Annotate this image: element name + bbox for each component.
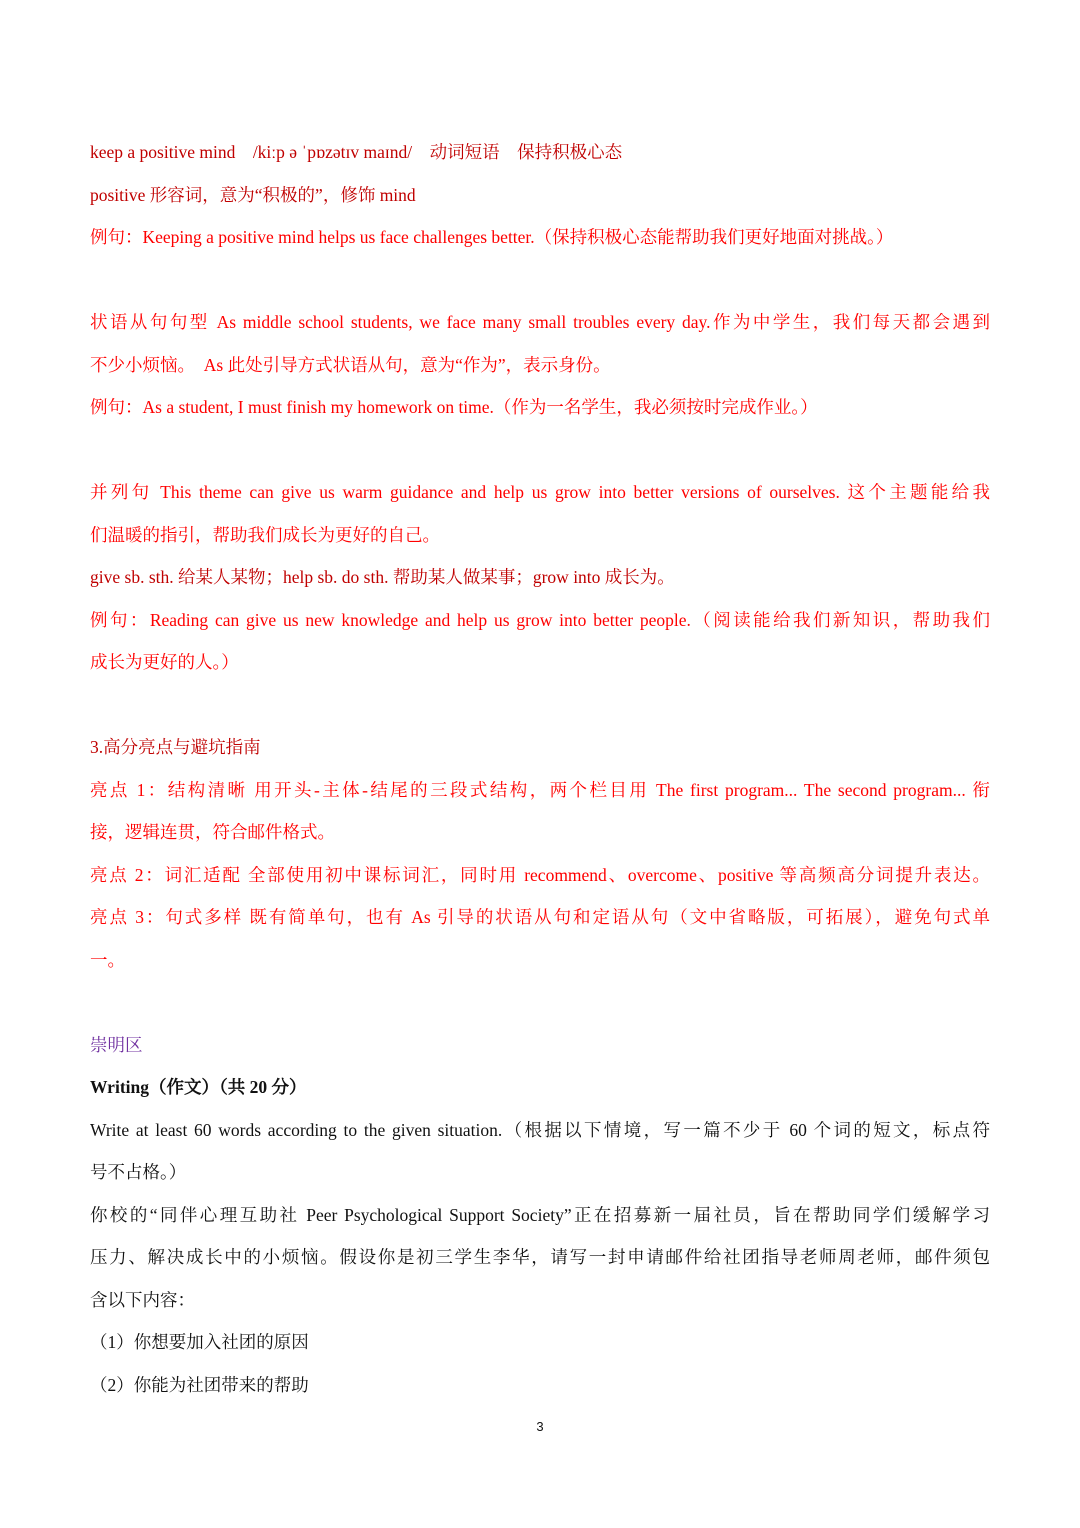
task-line-3: 含以下内容： xyxy=(90,1289,195,1310)
compound-phrases-line: give sb. sth. 给某人某物；help sb. do sth. 帮助某人做某事；grow into 成长为。 xyxy=(90,567,675,587)
vocab-phrase-line: keep a positive mind /kiːp ə ˈpɒzətɪv maɪnd/ 动词短语 保持积极心态 xyxy=(90,142,623,162)
highlight-3-line-1: 亮点 3：句式多样 既有简单句，也有 As 引导的状语从句和定语从句（文中省略版，可拓展），避免句式单 xyxy=(90,907,990,927)
requirement-2: （2）你能为社团带来的帮助 xyxy=(90,1374,309,1395)
highlight-3-line-2: 一。 xyxy=(90,949,125,970)
compound-example-line-1: 例句：Reading can give us new knowledge and help us grow into better people.（阅读能给我们新知识，帮助我们 xyxy=(90,609,990,630)
adverbial-clause-line-1: 状语从句句型 As middle school students, we face many small troubles every day.作为中学生，我们每天都会遇到 xyxy=(90,312,990,332)
writing-title: Writing（作文）（共 20 分） xyxy=(90,1077,307,1097)
requirement-1: （1）你想要加入社团的原因 xyxy=(90,1332,309,1352)
adverbial-clause-line-2: 不少小烦恼。 As 此处引导方式状语从句，意为“作为”，表示身份。 xyxy=(90,354,611,375)
adverbial-example-line: 例句：As a student, I must finish my homework on time.（作为一名学生，我必须按时完成作业。） xyxy=(90,397,818,417)
instruction-line-2: 号不占格。） xyxy=(90,1162,187,1182)
spacer xyxy=(90,259,990,302)
compound-example-line-2: 成长为更好的人。） xyxy=(90,652,239,672)
instruction-line-1: Write at least 60 words according to the given situation.（根据以下情境，写一篇不少于 60 个词的短文，标点符 xyxy=(90,1119,990,1140)
spacer xyxy=(90,429,990,472)
compound-sentence-line-1: 并列句 This theme can give us warm guidance and help us grow into better versions of ourselves. 这个主题能给我 xyxy=(90,482,990,502)
vocab-example-line: 例句：Keeping a positive mind helps us face challenges better.（保持积极心态能帮助我们更好地面对挑战。） xyxy=(90,227,894,247)
spacer xyxy=(90,981,990,1024)
compound-sentence-line-2: 们温暖的指引，帮助我们成长为更好的自己。 xyxy=(90,524,440,545)
task-line-2: 压力、解决成长中的小烦恼。假设你是初三学生李华，请写一封申请邮件给社团指导老师周老师，邮件须包 xyxy=(90,1247,990,1267)
spacer xyxy=(90,684,990,727)
vocab-explanation-line: positive 形容词，意为“积极的”，修饰 mind xyxy=(90,184,416,205)
highlights-heading: 3.高分亮点与避坑指南 xyxy=(90,737,261,757)
district-heading: 崇明区 xyxy=(90,1034,143,1055)
document-page xyxy=(90,131,990,1406)
highlight-1-line-2: 接，逻辑连贯，符合邮件格式。 xyxy=(90,822,335,842)
highlight-1-line-1: 亮点 1：结构清晰 用开头-主体-结尾的三段式结构，两个栏目用 The first program... The second program... 衔 xyxy=(90,779,990,800)
highlight-2-line: 亮点 2：词汇适配 全部使用初中课标词汇，同时用 recommend、overcome、positive 等高频高分词提升表达。 xyxy=(90,864,990,885)
task-line-1: 你校的“同伴心理互助社 Peer Psychological Support Society”正在招募新一届社员，旨在帮助同学们缓解学习 xyxy=(90,1204,990,1225)
page-number: 3 xyxy=(536,1419,544,1434)
